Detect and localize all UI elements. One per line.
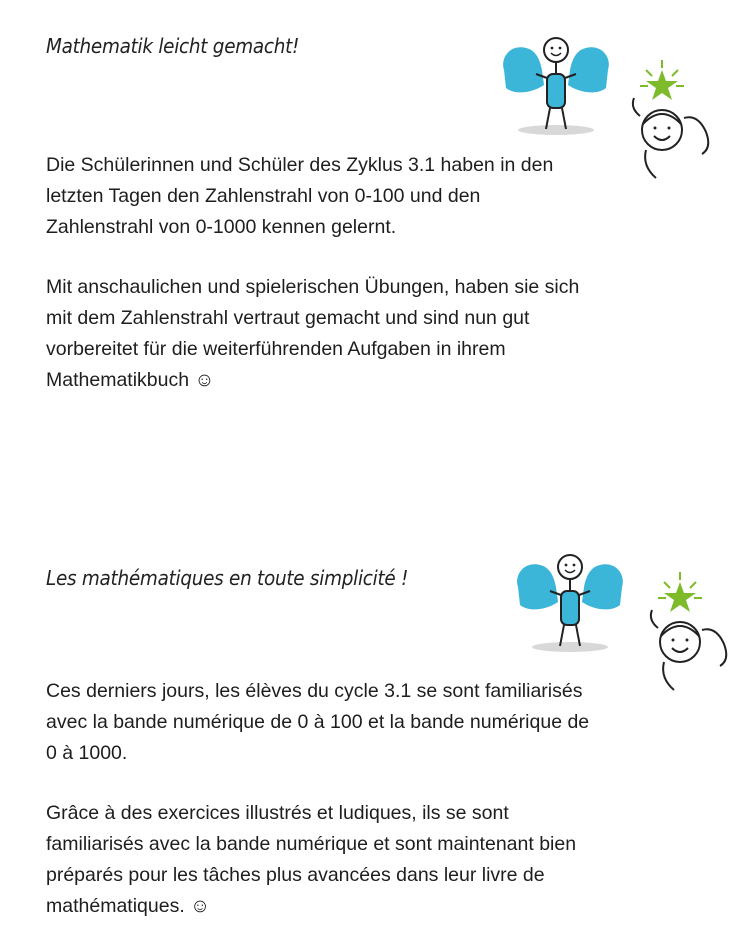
french-paragraph-1 bbox=[46, 676, 589, 769]
french-section bbox=[0, 540, 756, 942]
text-line: Mathematikbuch ☺ bbox=[46, 369, 215, 391]
strong-stickman-illustration bbox=[496, 30, 616, 138]
text-line: Grâce à des exercices illustrés et ludiques, ils se sont bbox=[46, 802, 509, 824]
german-section bbox=[0, 0, 756, 470]
text-line: familiarisés avec la bande numérique et sont maintenant bien bbox=[46, 833, 577, 855]
text-line: Die Schülerinnen und Schüler des Zyklus 3.1 haben in den bbox=[46, 154, 554, 176]
text-line: Zahlenstrahl von 0-1000 kennen gelernt. bbox=[46, 216, 397, 238]
french-paragraph-2 bbox=[46, 798, 576, 922]
text-line: Mit anschaulichen und spielerischen Übungen, haben sie sich bbox=[46, 276, 580, 298]
text-line: mit dem Zahlenstrahl vertraut gemacht und sind nun gut bbox=[46, 307, 530, 329]
cheering-girl-star-illustration bbox=[626, 58, 718, 180]
cheering-girl-star-illustration bbox=[644, 570, 736, 692]
text-line: mathématiques. ☺ bbox=[46, 895, 211, 917]
german-paragraph-2 bbox=[46, 272, 579, 396]
text-line: Ces derniers jours, les élèves du cycle 3.1 se sont familiarisés bbox=[46, 680, 583, 702]
strong-stickman-illustration bbox=[510, 546, 630, 656]
german-title: Mathematik leicht gemacht! bbox=[46, 34, 300, 58]
text-line: letzten Tagen den Zahlenstrahl von 0-100 und den bbox=[46, 185, 481, 207]
german-paragraph-1 bbox=[46, 150, 553, 243]
text-line: 0 à 1000. bbox=[46, 742, 128, 764]
french-title: Les mathématiques en toute simplicité ! bbox=[46, 566, 409, 590]
text-line: avec la bande numérique de 0 à 100 et la bande numérique de bbox=[46, 711, 590, 733]
text-line: vorbereitet für die weiterführenden Aufgaben in ihrem bbox=[46, 338, 506, 360]
text-line: préparés pour les tâches plus avancées dans leur livre de bbox=[46, 864, 545, 886]
